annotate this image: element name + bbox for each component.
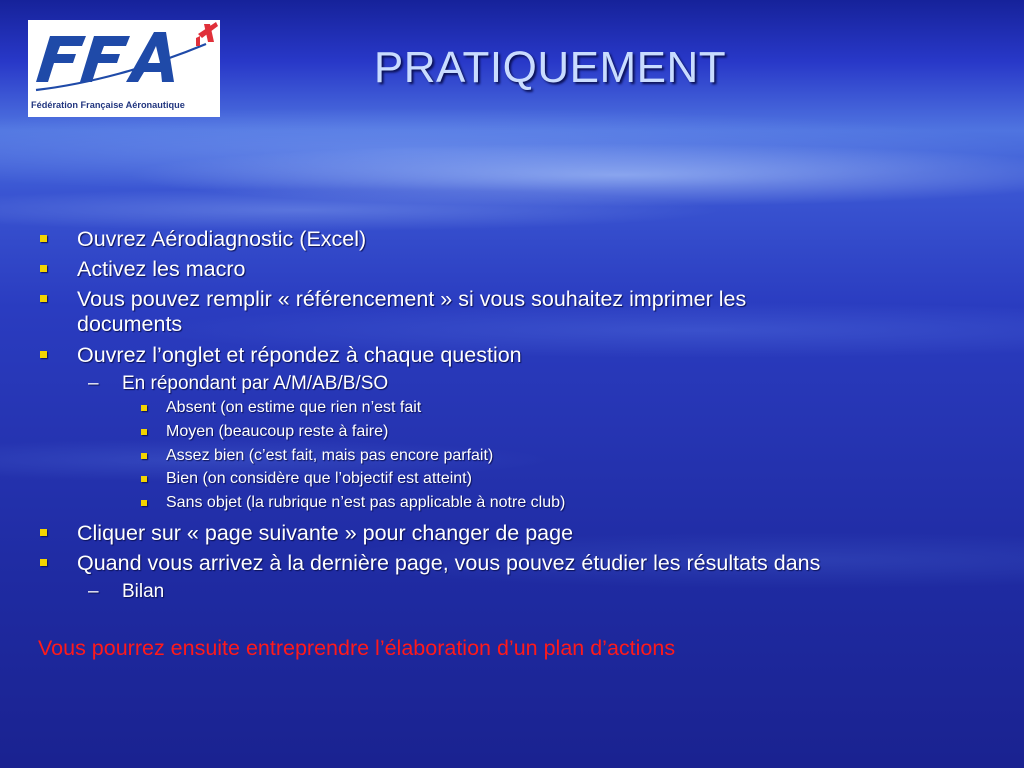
list-item: Quand vous arrivez à la dernière page, vous pouvez étudier les résultats dans <box>77 551 821 575</box>
square-bullet-icon <box>141 476 147 482</box>
square-bullet-icon <box>40 351 47 358</box>
list-item: Activez les macro <box>77 257 246 281</box>
list-item: Vous pouvez remplir « référencement » si vous souhaitez imprimer les <box>77 287 747 311</box>
list-item: Bilan <box>122 581 165 602</box>
list-item: Cliquer sur « page suivante » pour changer de page <box>77 521 574 545</box>
list-item: Assez bien (c’est fait, mais pas encore parfait) <box>166 447 494 464</box>
square-bullet-icon <box>40 529 47 536</box>
square-bullet-icon <box>40 265 47 272</box>
closing-statement: Vous pourrez ensuite entreprendre l’élaboration d’un plan d’actions <box>38 636 676 660</box>
dash-bullet-icon: – <box>88 581 99 602</box>
list-item: Bien (on considère que l’objectif est atteint) <box>166 470 472 487</box>
square-bullet-icon <box>141 405 147 411</box>
list-item: Moyen (beaucoup reste à faire) <box>166 423 389 440</box>
list-item-continuation: documents <box>77 312 183 336</box>
square-bullet-icon <box>40 295 47 302</box>
square-bullet-icon <box>141 453 147 459</box>
list-item: En répondant par A/M/AB/B/SO <box>122 373 389 394</box>
list-item: Ouvrez l’onglet et répondez à chaque question <box>77 343 522 367</box>
square-bullet-icon <box>141 500 147 506</box>
square-bullet-icon <box>40 559 47 566</box>
list-item: Ouvrez Aérodiagnostic (Excel) <box>77 227 367 251</box>
logo-caption: Fédération Française Aéronautique <box>31 100 185 110</box>
slide-title: PRATIQUEMENT <box>373 43 727 92</box>
dash-bullet-icon: – <box>88 373 99 394</box>
square-bullet-icon <box>40 235 47 242</box>
square-bullet-icon <box>141 429 147 435</box>
list-item: Sans objet (la rubrique n’est pas applicable à notre club) <box>166 494 566 511</box>
list-item: Absent (on estime que rien n’est fait <box>166 399 422 416</box>
